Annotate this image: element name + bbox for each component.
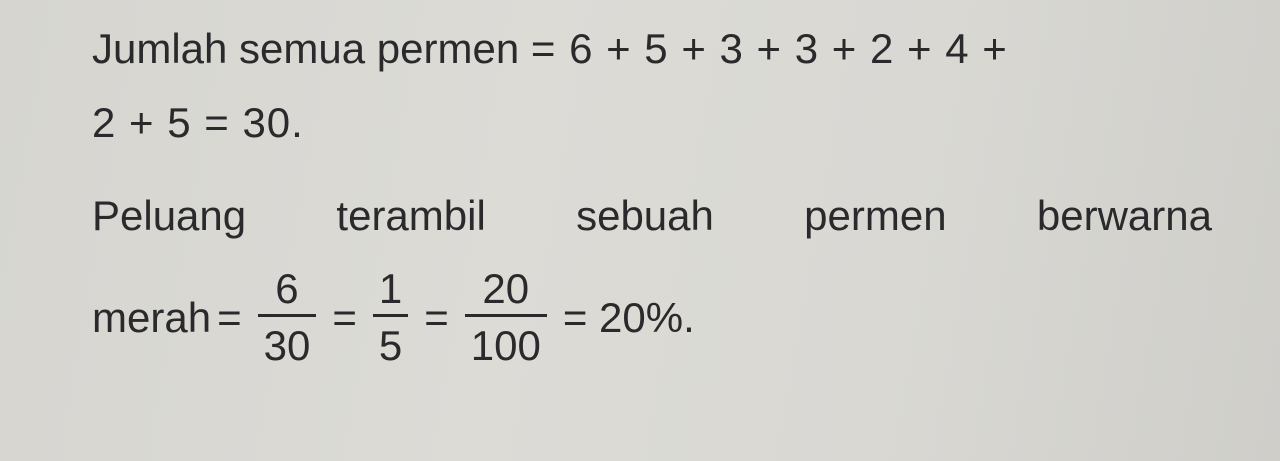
probability-sentence bbox=[92, 192, 1212, 239]
word: terambil bbox=[336, 192, 486, 239]
word: permen bbox=[804, 192, 947, 239]
equals-sign: = bbox=[424, 293, 449, 341]
word: sebuah bbox=[576, 192, 714, 239]
fraction-20-100 bbox=[465, 265, 547, 369]
result-value: = 20%. bbox=[562, 293, 695, 341]
denominator: 30 bbox=[263, 322, 311, 369]
numerator: 6 bbox=[275, 265, 299, 312]
sum-label: Jumlah semua permen bbox=[92, 25, 520, 72]
merah-label: merah bbox=[92, 293, 212, 341]
equals-sign: = bbox=[217, 293, 242, 341]
fraction-1-5 bbox=[373, 265, 408, 369]
probability-equation bbox=[92, 265, 701, 369]
denominator: 100 bbox=[470, 322, 541, 369]
numerator: 20 bbox=[482, 265, 530, 312]
equals-sign: = bbox=[332, 293, 357, 341]
sum-line bbox=[92, 25, 1212, 72]
word: berwarna bbox=[1036, 192, 1212, 239]
denominator: 5 bbox=[378, 322, 403, 369]
fraction-6-30 bbox=[258, 265, 317, 369]
sum-continuation: 2 + 5 = 30. bbox=[92, 99, 304, 146]
numerator: 1 bbox=[378, 265, 403, 312]
word: Peluang bbox=[92, 192, 247, 239]
sum-expression: = 6 + 5 + 3 + 3 + 2 + 4 + bbox=[530, 25, 1008, 72]
